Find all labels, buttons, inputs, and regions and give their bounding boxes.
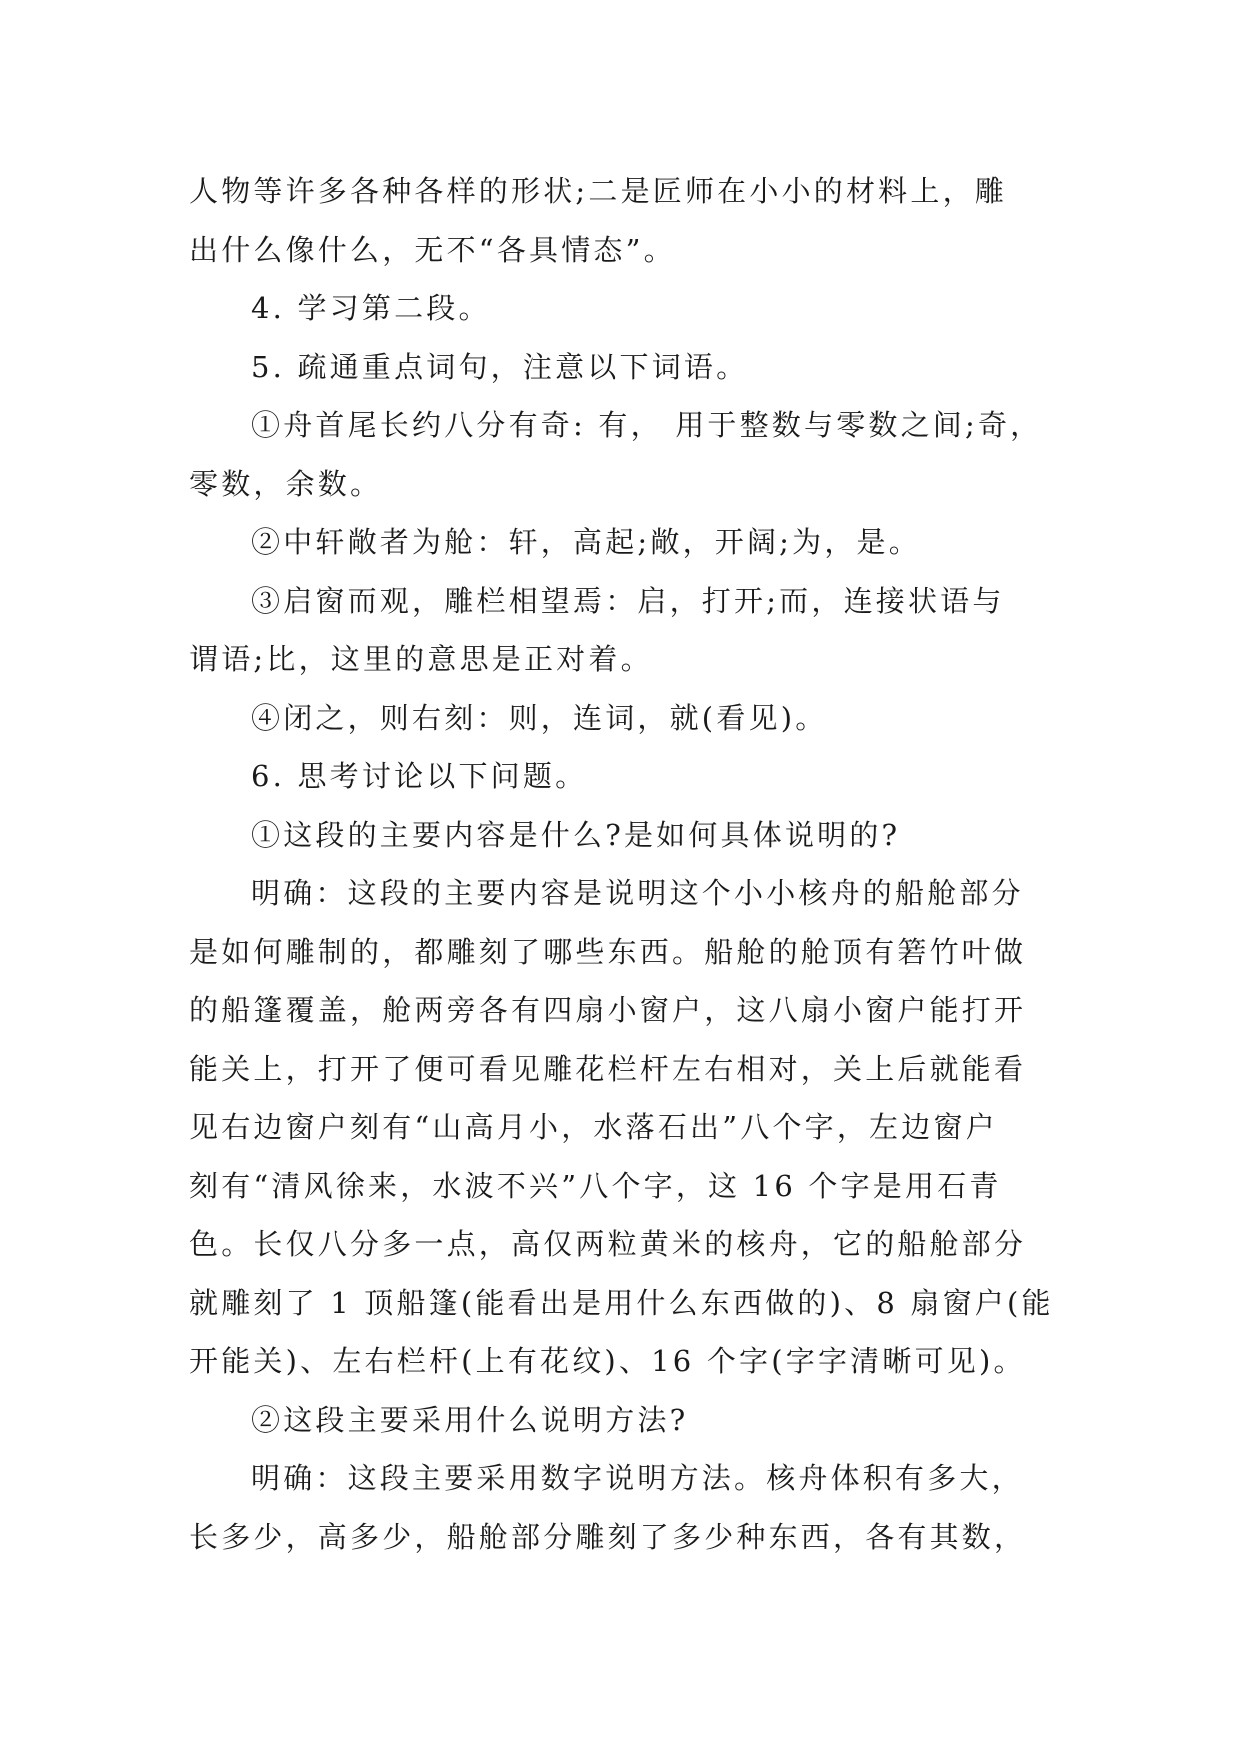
text-line-13: 明确：这段的主要内容是说明这个小小核舟的船舱部分 (251, 876, 1024, 910)
text-line-14: 是如何雕制的，都雕刻了哪些东西。船舱的舱顶有箬竹叶做 (189, 934, 1027, 969)
text-line-20: 就雕刻了 1 顶船篷(能看出是用什么东西做的)、8 扇窗户(能 (189, 1285, 1054, 1320)
text-line-2: 出什么像什么，无不“各具情态”。 (189, 232, 676, 267)
text-line-22: ②这段主要采用什么说明方法? (251, 1402, 689, 1437)
text-line-9: 谓语;比，这里的意思是正对着。 (189, 642, 653, 676)
text-line-7: ②中轩敞者为舱：轩，高起;敞，开阔;为，是。 (251, 525, 921, 559)
text-line-18: 刻有“清风徐来，水波不兴”八个字，这 16 个字是用石青 (189, 1168, 1002, 1203)
text-line-12: ①这段的主要内容是什么?是如何具体说明的? (251, 817, 901, 852)
text-line-16: 能关上，打开了便可看见雕花栏杆左右相对，关上后就能看 (189, 1051, 1027, 1086)
text-line-1: 人物等许多各种各样的形状;二是匠师在小小的材料上，雕 (189, 174, 1007, 208)
text-line-6: 零数，余数。 (189, 466, 383, 501)
text-line-8: ③启窗而观，雕栏相望焉：启，打开;而，连接状语与 (251, 583, 1005, 618)
text-line-15: 的船篷覆盖，舱两旁各有四扇小窗户，这八扇小窗户能打开 (189, 993, 1027, 1027)
text-line-23: 明确：这段主要采用数字说明方法。核舟体积有多大， (251, 1461, 1024, 1495)
text-line-3: 4. 学习第二段。 (251, 291, 491, 325)
text-line-10: ④闭之，则右刻：则，连词，就(看见)。 (251, 700, 828, 735)
text-line-17: 见右边窗户刻有“山高月小，水落石出”八个字，左边窗户 (189, 1110, 998, 1144)
text-line-11: 6. 思考讨论以下问题。 (251, 759, 588, 793)
body-text (189, 162, 1069, 1566)
text-line-19: 色。长仅八分多一点，高仅两粒黄米的核舟，它的船舱部分 (189, 1227, 1027, 1261)
text-line-24: 长多少，高多少，船舱部分雕刻了多少种东西，各有其数， (189, 1519, 1027, 1554)
text-line-21: 开能关)、左右栏杆(上有花纹)、16 个字(字字清晰可见)。 (189, 1344, 1026, 1378)
text-line-5: ①舟首尾长约八分有奇: 有， 用于整数与零数之间;奇， (251, 408, 1043, 442)
text-line-4: 5. 疏通重点词句，注意以下词语。 (251, 349, 749, 384)
